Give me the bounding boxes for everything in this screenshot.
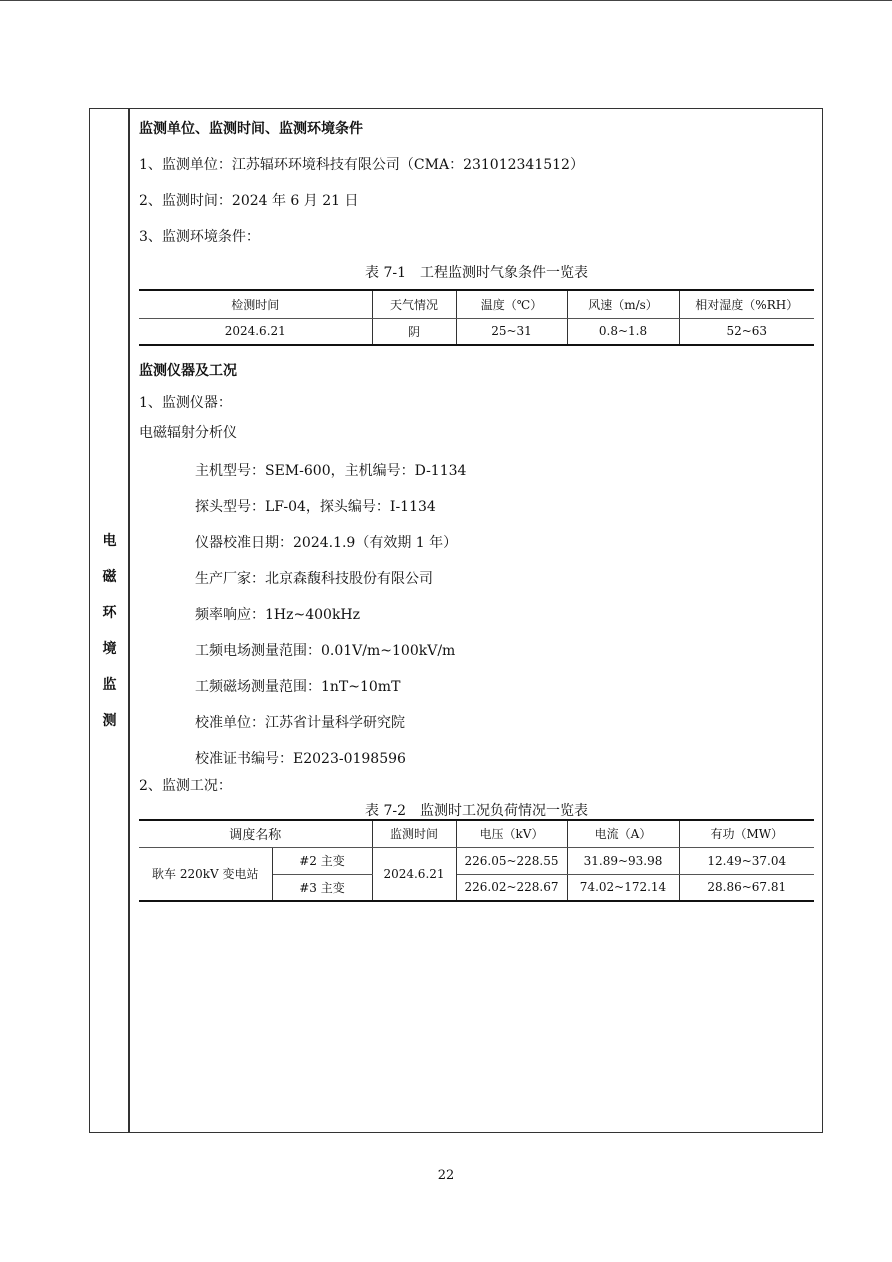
- instrument-detail: 校准单位：江苏省计量科学研究院: [195, 715, 405, 731]
- table-cell: 28.86~67.81: [679, 874, 814, 901]
- table-row: [139, 847, 814, 874]
- table-cell: #3 主变: [272, 874, 372, 901]
- monitoring-unit-text: 1、监测单位：江苏辐环环境科技有限公司（CMA：231012341512）: [139, 157, 584, 173]
- table-header-cell: 电压（kV）: [456, 820, 567, 847]
- monitoring-date-cell: 2024.6.21: [372, 847, 456, 901]
- side-title-char: 环: [102, 605, 117, 621]
- instrument-detail: 频率响应：1Hz~400kHz: [195, 607, 361, 623]
- table-header-cell: 调度名称: [139, 820, 372, 847]
- table-header-cell: 温度（℃）: [456, 290, 567, 318]
- side-title: [89, 523, 130, 739]
- section-heading-monitoring-unit: 监测单位、监测时间、监测环境条件: [139, 121, 363, 137]
- table-cell: 25~31: [456, 318, 567, 345]
- instrument-detail: 校准证书编号：E2023-0198596: [195, 751, 406, 767]
- table-cell: 2024.6.21: [139, 318, 372, 345]
- instrument-detail: 仪器校准日期：2024.1.9（有效期 1 年）: [195, 535, 458, 551]
- monitoring-time-text: 2、监测时间：2024 年 6 月 21 日: [139, 193, 359, 209]
- side-title-column: [89, 108, 130, 1133]
- instrument-detail: 工频磁场测量范围：1nT~10mT: [195, 679, 401, 695]
- instrument-detail: 探头型号：LF-04，探头编号：I-1134: [195, 499, 436, 515]
- table-cell: 0.8~1.8: [567, 318, 679, 345]
- table-row: [139, 318, 814, 345]
- table-header-cell: 监测时间: [372, 820, 456, 847]
- section-heading-instruments: 监测仪器及工况: [139, 363, 237, 379]
- table1-caption: 表 7-1 工程监测时气象条件一览表: [365, 265, 588, 281]
- weather-conditions-table: [139, 289, 814, 346]
- table-cell: 31.89~93.98: [567, 847, 679, 874]
- side-title-char: 电: [102, 533, 117, 549]
- table-header-cell: 相对湿度（%RH）: [679, 290, 814, 318]
- table-cell: 阴: [372, 318, 456, 345]
- table-header-cell: 天气情况: [372, 290, 456, 318]
- table-cell: 52~63: [679, 318, 814, 345]
- side-title-char: 磁: [102, 569, 117, 585]
- side-title-char: 监: [102, 677, 117, 693]
- page-number: 22: [437, 1168, 455, 1183]
- table-cell: 226.05~228.55: [456, 847, 567, 874]
- side-title-char: 境: [102, 641, 117, 657]
- station-name-cell: 耿车 220kV 变电站: [139, 847, 272, 901]
- table-header-cell: 风速（m/s）: [567, 290, 679, 318]
- instrument-detail: 生产厂家：北京森馥科技股份有限公司: [195, 571, 433, 587]
- table-header-cell: 检测时间: [139, 290, 372, 318]
- load-conditions-table: [139, 819, 814, 902]
- table-header-row: [139, 820, 814, 847]
- instrument-name: 电磁辐射分析仪: [139, 425, 237, 441]
- top-border-line: [0, 0, 892, 1]
- instrument-detail: 主机型号：SEM-600，主机编号：D-1134: [195, 463, 467, 479]
- instrument-detail: 工频电场测量范围：0.01V/m~100kV/m: [195, 643, 456, 659]
- table-cell: 74.02~172.14: [567, 874, 679, 901]
- table-cell: 12.49~37.04: [679, 847, 814, 874]
- table-header-row: [139, 290, 814, 318]
- operating-conditions-label: 2、监测工况：: [139, 778, 232, 794]
- table-header-cell: 有功（MW）: [679, 820, 814, 847]
- side-title-char: 测: [102, 713, 117, 729]
- table-cell: #2 主变: [272, 847, 372, 874]
- instrument-label: 1、监测仪器：: [139, 395, 232, 411]
- table2-caption: 表 7-2 监测时工况负荷情况一览表: [365, 803, 588, 819]
- environment-conditions-label: 3、监测环境条件：: [139, 229, 260, 245]
- table-header-cell: 电流（A）: [567, 820, 679, 847]
- table-cell: 226.02~228.67: [456, 874, 567, 901]
